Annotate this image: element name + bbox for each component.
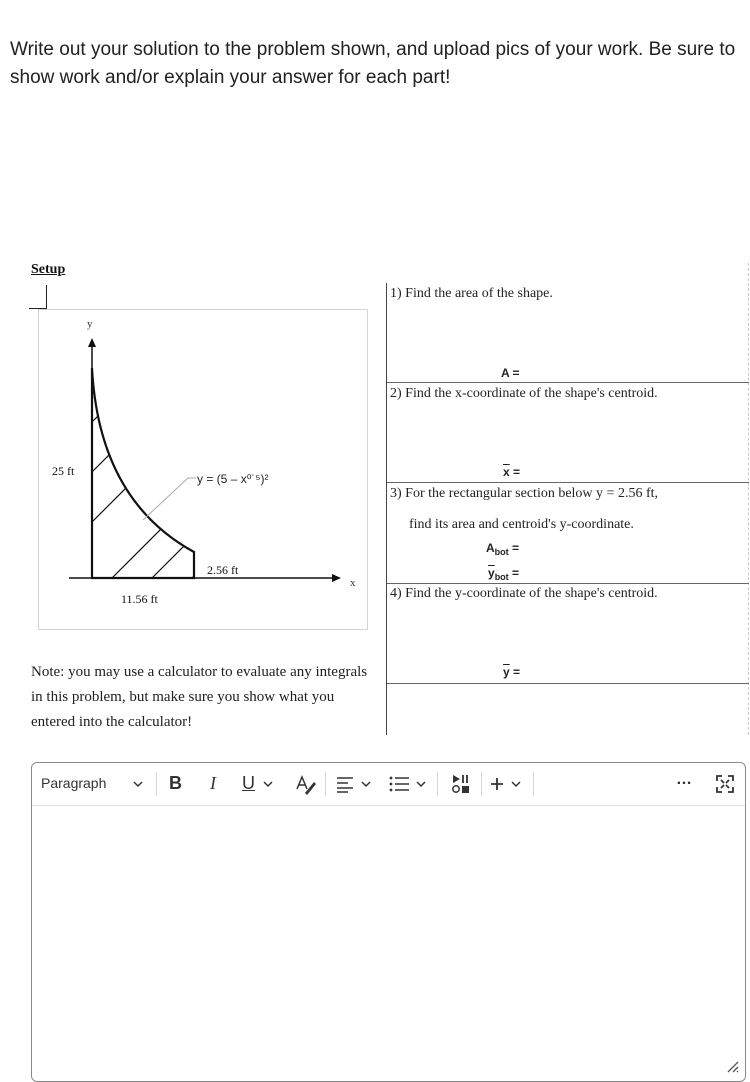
toolbar-separator	[437, 772, 438, 796]
block-format-select[interactable]	[41, 775, 106, 791]
y-bar-symbol: $\overline{y}$	[503, 665, 510, 679]
more-options-button[interactable]: …	[676, 771, 692, 788]
table-right-border	[748, 263, 749, 735]
answer-3a-label	[486, 541, 519, 557]
row-divider	[387, 382, 749, 383]
rich-text-editor	[31, 762, 746, 1082]
y-axis-label: y	[87, 318, 93, 330]
plus-icon[interactable]	[489, 776, 505, 792]
chevron-down-icon[interactable]	[360, 779, 372, 789]
figure-diagram	[39, 310, 369, 631]
resize-handle-icon[interactable]	[725, 1059, 739, 1073]
toolbar-separator	[533, 772, 534, 796]
align-left-icon[interactable]	[336, 775, 356, 793]
y-bot-symbol: $\overline{y}$	[488, 566, 495, 580]
y-bot-subscript: bot	[494, 572, 509, 582]
toolbar-separator	[481, 772, 482, 796]
toolbar-separator	[156, 772, 157, 796]
setup-corner-mark	[29, 285, 47, 309]
bulleted-list-icon[interactable]	[389, 775, 411, 793]
question-1: 1) Find the area of the shape.	[390, 286, 553, 301]
fullscreen-icon[interactable]	[715, 774, 735, 794]
questions-table	[386, 283, 749, 735]
y-axis-arrow-icon	[88, 338, 96, 347]
width-label: 11.56 ft	[121, 592, 158, 606]
x-axis-arrow-icon	[332, 574, 341, 582]
setup-heading: Setup	[31, 262, 66, 277]
answer-3b-equals: =	[508, 566, 520, 580]
bold-button[interactable]: B	[169, 773, 182, 793]
assignment-prompt: Write out your solution to the problem shown, and upload pics of your work. Be sure to show work and/or explain your answer for each part!	[10, 39, 736, 88]
answer-1-label: A =	[501, 366, 520, 380]
chevron-down-icon[interactable]	[132, 779, 144, 789]
question-2: 2) Find the x-coordinate of the shape's centroid.	[390, 386, 658, 401]
problem-figure	[38, 309, 368, 630]
toolbar-separator	[325, 772, 326, 796]
calculator-note: Note: you may use a calculator to evaluate any integrals in this problem, but make sure you show what you entered into the calculator!	[31, 664, 368, 730]
text-color-icon[interactable]	[294, 774, 318, 796]
curve-leader-line	[143, 478, 196, 520]
block-format-value: Paragraph	[41, 775, 107, 791]
a-bot-subscript: bot	[494, 547, 509, 557]
row-divider	[387, 482, 749, 483]
x-axis-label: x	[350, 577, 356, 589]
question-3-line-2: find its area and centroid's y-coordinate.	[409, 517, 634, 532]
italic-button[interactable]: I	[210, 773, 216, 793]
chevron-down-icon[interactable]	[262, 779, 274, 789]
chevron-down-icon[interactable]	[415, 779, 427, 789]
insert-media-icon[interactable]	[451, 773, 473, 795]
height-label: 25 ft	[52, 464, 75, 478]
editor-toolbar	[32, 763, 745, 806]
curve-equation-label: y = (5 – x⁰˙⁵)²	[197, 472, 269, 486]
answer-2-label	[503, 465, 520, 479]
answer-4-label	[503, 665, 520, 679]
row-divider	[387, 583, 749, 584]
underline-button[interactable]: U	[242, 773, 255, 793]
question-3-line-1: 3) For the rectangular section below y = 2.56 ft,	[390, 486, 658, 501]
rect-height-label: 2.56 ft	[207, 563, 239, 577]
chevron-down-icon[interactable]	[510, 779, 522, 789]
answer-3b-label	[488, 566, 519, 582]
a-bot-symbol: A	[486, 541, 495, 555]
question-4: 4) Find the y-coordinate of the shape's centroid.	[390, 586, 658, 601]
answer-2-equals: =	[509, 465, 521, 479]
editor-content-area[interactable]	[32, 806, 745, 1081]
answer-4-equals: =	[509, 665, 521, 679]
row-divider	[387, 683, 749, 684]
answer-3a-equals: =	[508, 541, 520, 555]
x-bar-symbol: $\overline{x}$	[503, 465, 510, 479]
